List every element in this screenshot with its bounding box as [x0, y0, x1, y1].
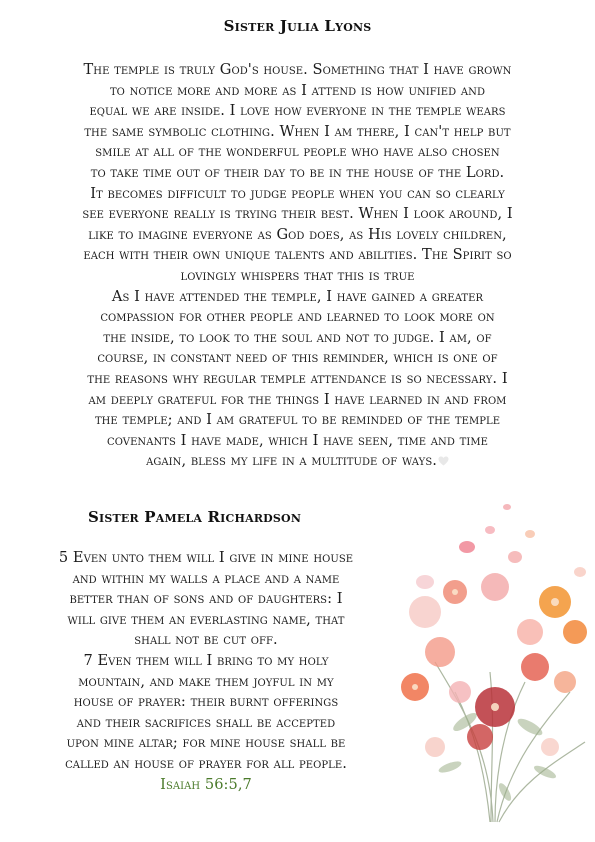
section-heading-julia-lyons: Sister Julia Lyons	[223, 17, 372, 35]
text-line: the same symbolic clothing. When I am there, I can't help but	[84, 122, 511, 140]
text-line: the inside, to look to the soul and not to judge. I am, of	[103, 328, 492, 346]
text-line: It becomes difficult to judge people when you can so clearly	[90, 184, 505, 202]
text-line: to take time out of their day to be in the house of the Lord.	[90, 163, 505, 181]
text-line: equal we are inside. I love how everyone in the temple wears	[89, 102, 506, 120]
verse-line: 7 Even them will I bring to my holy	[83, 651, 329, 669]
flower-bouquet-illustration	[395, 492, 595, 832]
verse-line: upon mine altar; for mine house shall be	[66, 734, 346, 752]
verse-line: and within my walls a place and a name	[72, 569, 340, 587]
text-line: smile at all of the wonderful people who have also chosen	[95, 143, 500, 161]
verse-line: 5 Even unto them will I give in mine house	[58, 549, 354, 566]
verse-line: and their sacrifices shall be accepted	[76, 713, 336, 731]
heart-icon	[438, 456, 449, 466]
verse-line: shall not be cut off.	[134, 631, 278, 649]
text-line: compassion for other people and learned to look more on	[100, 308, 495, 326]
scripture-citation: Isaiah 56:5,7	[160, 775, 252, 793]
verse-line: will give them an everlasting name, that	[67, 610, 345, 628]
text-line: The temple is truly God's house. Something that I have grown	[83, 61, 512, 78]
text-line: the reasons why regular temple attendance is so necessary. I	[87, 369, 508, 387]
section-heading-pamela-richardson: Sister Pamela Richardson	[88, 508, 302, 526]
text-line-last	[22, 451, 573, 472]
verse-line: house of prayer: their burnt offerings	[73, 693, 339, 711]
text-line: As I have attended the temple, I have gained a greater	[111, 287, 484, 305]
verse-line: called an house of prayer for all people.	[65, 754, 347, 772]
text-line: like to imagine everyone as God does, as His lovely children,	[88, 225, 507, 243]
text-line: covenants I have made, which I have seen, time and time	[107, 431, 488, 449]
scripture-passage	[20, 548, 392, 795]
text-line: course, in constant need of this reminder, which is one of	[97, 349, 498, 367]
text-line: each with their own unique talents and abilities. The Spirit so	[83, 246, 512, 264]
text-line: see everyone really is trying their best. When I look around, I	[82, 205, 513, 223]
verse-line: better than of sons and of daughters: I	[69, 590, 343, 608]
text-line: the temple; and I am grateful to be reminded of the temple	[94, 411, 501, 429]
text-line: am deeply grateful for the things I have learned in and from	[88, 390, 507, 408]
verse-line: mountain, and make them joyful in my	[78, 672, 334, 690]
text-line: to notice more and more as I attend is how unified and	[109, 81, 486, 99]
testimony-paragraph	[22, 60, 573, 472]
text-line: again, bless my life in a multitude of ways.	[146, 452, 437, 470]
text-line: lovingly whispers that this is true	[180, 266, 415, 284]
